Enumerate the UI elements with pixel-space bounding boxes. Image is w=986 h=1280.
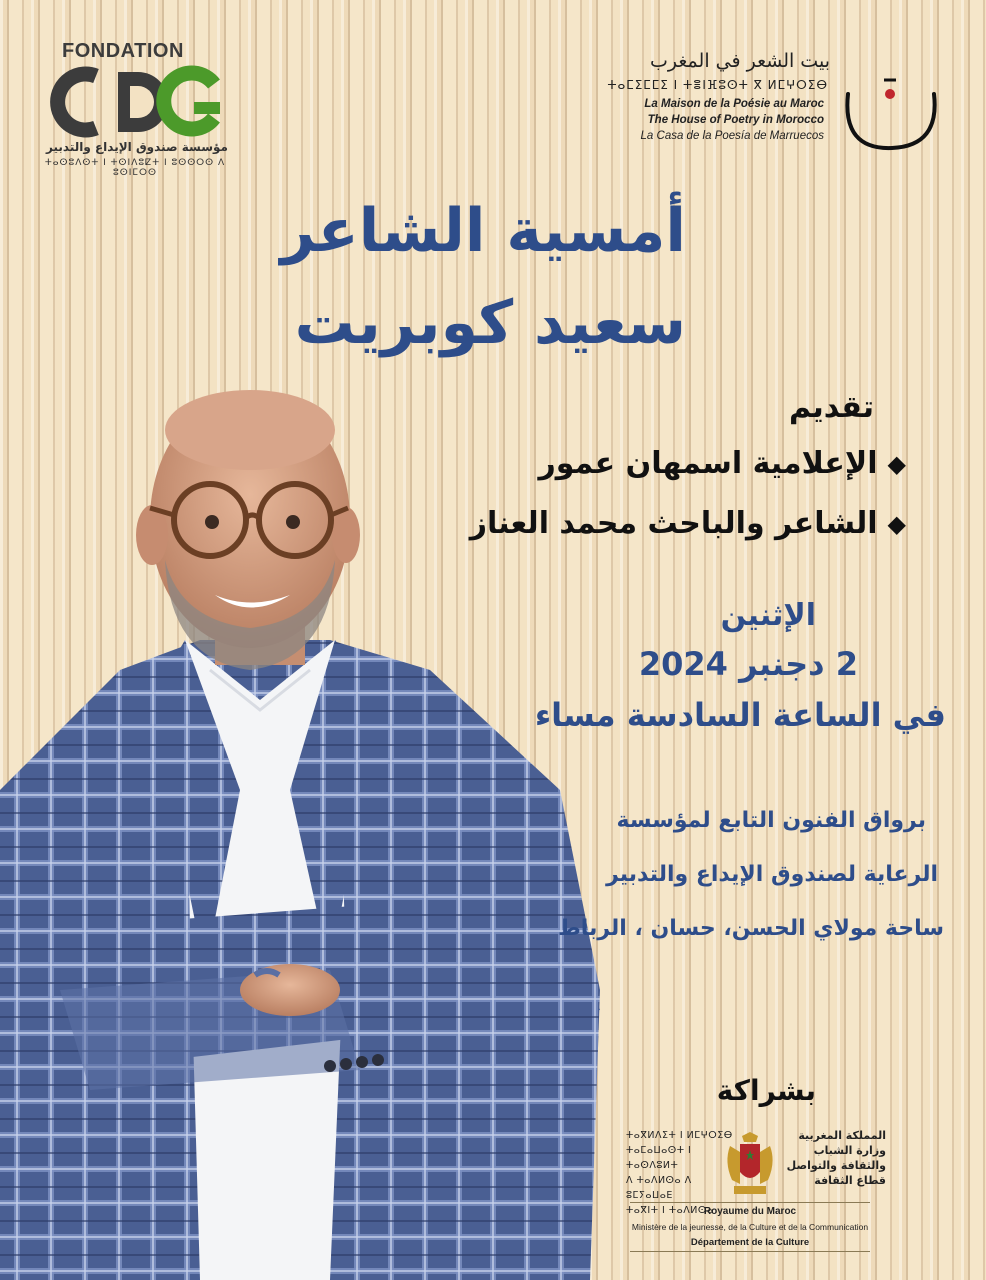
ministry-royaume: Royaume du Maroc [703, 1206, 797, 1217]
poetry-english-name: The House of Poetry in Morocco [647, 114, 824, 126]
cdg-fondation-label: FONDATION [62, 40, 184, 62]
cdg-logo-icon [46, 62, 226, 142]
event-title-line-2: سعيد كوبريت [294, 288, 686, 358]
house-of-poetry-logo [607, 40, 950, 160]
nun-letter-icon [836, 54, 946, 154]
ministry-of-culture-logo [600, 1116, 900, 1266]
venue-line: الرعاية لصندوق الإيداع والتدبير [606, 862, 938, 887]
ministry-tifinagh-line: ⵜⴰⴳⵏⵜ ⵏ ⵜⴰⴷⵍⵙⴰ [626, 1205, 714, 1216]
presenter-name: الشاعر والباحث محمد العناز [469, 506, 878, 541]
presenter-name: الإعلامية اسمهان عمور [538, 446, 878, 481]
poetry-arabic-name: بيت الشعر في المغرب [650, 50, 830, 72]
ministry-full-name: Ministère de la jeunesse, de la Culture et de la Communication [631, 1222, 869, 1232]
diamond-bullet-icon: ◆ [887, 509, 906, 538]
partnership-label: بشراكة [716, 1074, 816, 1107]
ministry-arabic-line: وزارة الشباب [813, 1144, 886, 1157]
poetry-spanish-name: La Casa de la Poesía de Marruecos [640, 130, 824, 142]
event-time: في الساعة السادسة مساء [534, 696, 946, 734]
ministry-tifinagh-line: ⵜⴰⴳⵍⴷⵉⵜ ⵏ ⵍⵎⵖⵔⵉⴱ [626, 1130, 733, 1141]
ministry-tifinagh-line: ⵜⴰⵎⴰⵡⴰⵙⵜ ⵏ ⵜⴰⵙⴷⵓⵍⵜ [626, 1145, 692, 1171]
royal-coat-of-arms-icon [724, 1132, 776, 1198]
ministry-department: Département de la Culture [690, 1237, 810, 1248]
cdg-foundation-logo [40, 40, 230, 178]
cdg-arabic-name: مؤسسة صندوق الإيداع والتدبير [46, 140, 228, 154]
event-date: 2 دجنبر 2024 [638, 645, 858, 683]
presenter-item [470, 506, 906, 541]
ministry-arabic-line: قطاع الثقافة [814, 1174, 886, 1187]
poetry-tifinagh-name: ⵜⴰⵎⵉⵎⵎⵉ ⵏ ⵜⴻⵏⴼⵓⵙⵜ ⴳ ⵍⵎⵖⵔⵉⴱ [607, 78, 828, 92]
venue-line: برواق الفنون التابع لمؤسسة [616, 808, 926, 833]
venue-line: ساحة مولاي الحسن، حسان ، الرباط [557, 916, 944, 941]
poetry-french-name: La Maison de la Poésie au Maroc [644, 98, 824, 110]
presenter-item [538, 446, 906, 481]
ministry-arabic-line: المملكة المغربية [798, 1129, 886, 1142]
event-day: الإثنين [720, 598, 816, 633]
divider [630, 1202, 870, 1203]
ministry-arabic-name [776, 1128, 886, 1188]
diamond-bullet-icon: ◆ [887, 449, 906, 478]
ministry-tifinagh-name [626, 1128, 736, 1218]
divider [630, 1251, 870, 1252]
ministry-arabic-line: والثقافة والتواصل [786, 1159, 886, 1172]
event-title-line-1: أمسية الشاعر [280, 196, 686, 266]
presenting-label: تقديم [789, 390, 874, 425]
cdg-tifinagh-name: ⵜⴰⵙⵓⴷⵙⵜ ⵏ ⵜⵙⵏⴷⵓⵇⵜ ⵏ ⵓⵙⵙⵔⵙ ⴷ ⵓⵙⵏⵎⵔⵙ [44, 158, 226, 178]
ministry-tifinagh-line: ⴷ ⵜⴰⴷⵍⵙⴰ ⴷ ⵓⵎⵢⴰⵡⴰⴹ [626, 1175, 692, 1201]
